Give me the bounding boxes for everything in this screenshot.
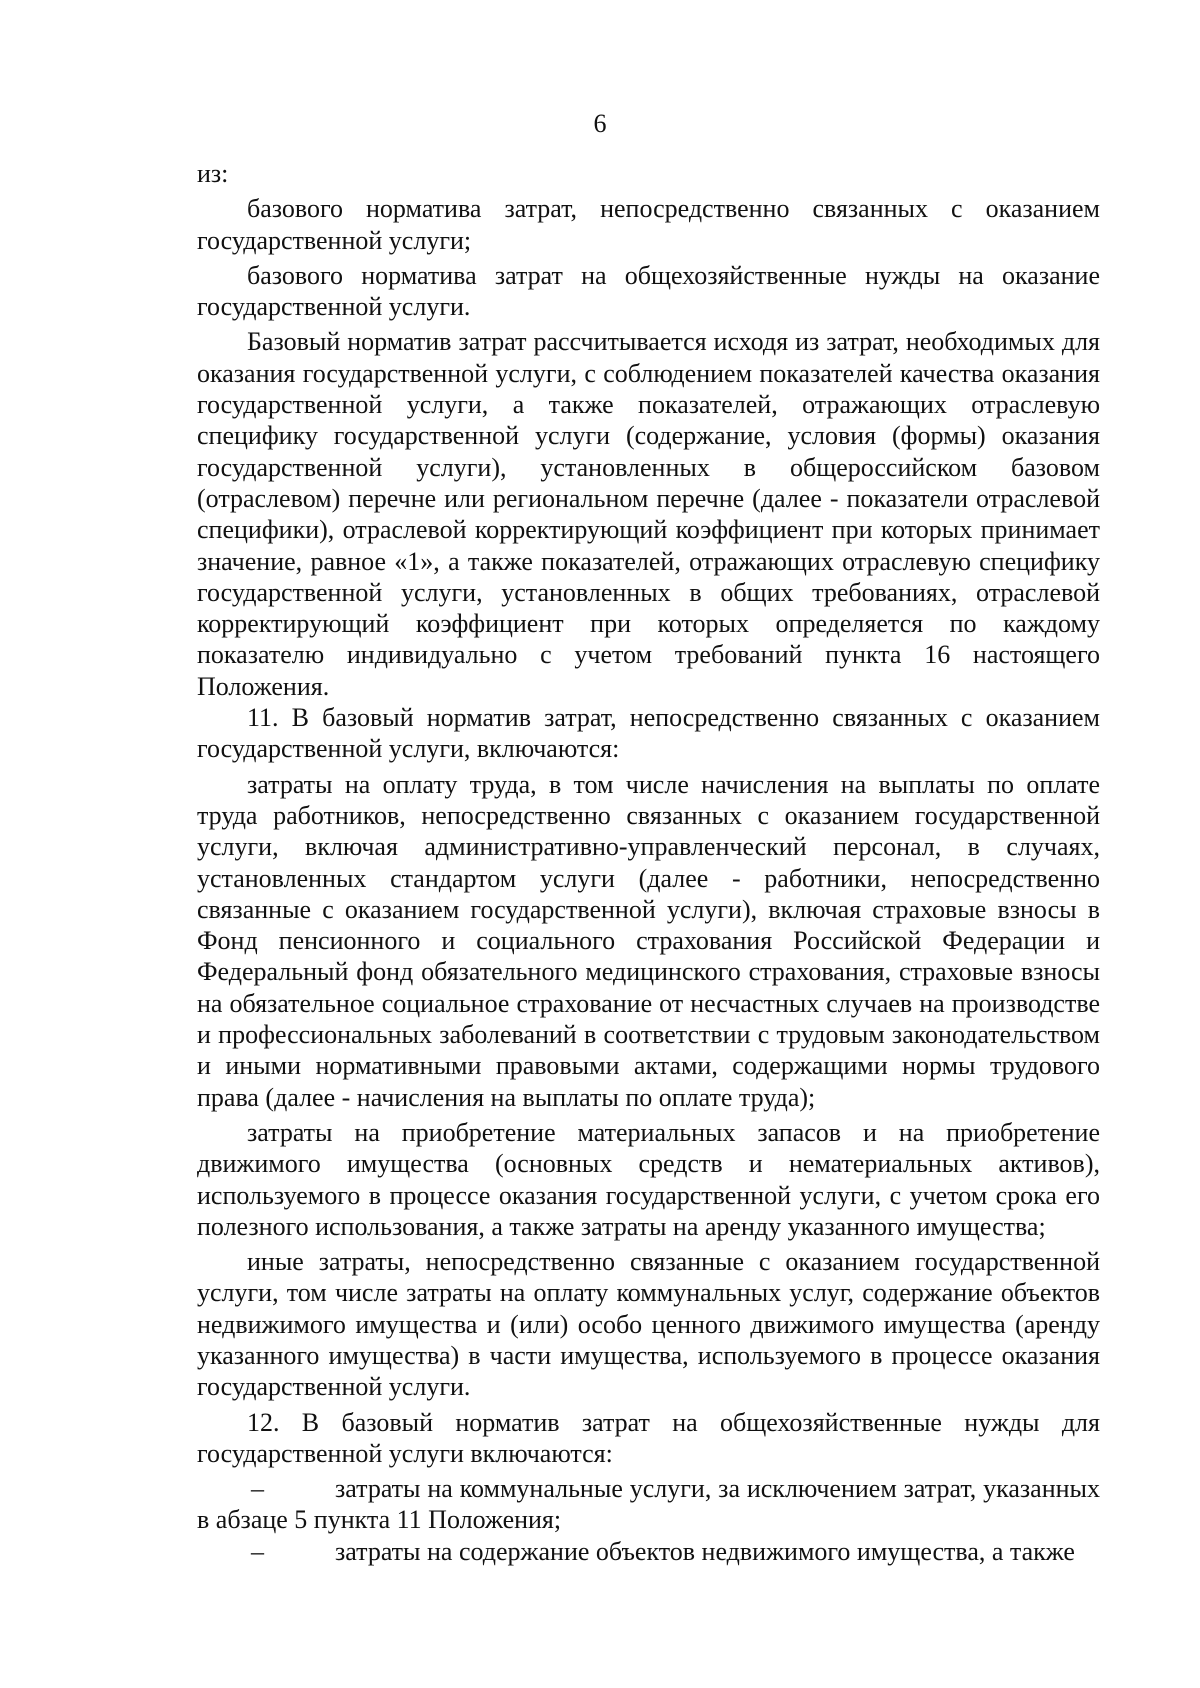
list-item [197, 1473, 1100, 1536]
dash-marker: – [251, 1474, 264, 1504]
document-body [197, 158, 1100, 1567]
paragraph-labor-costs: затраты на оплату труда, в том числе начисления на выплаты по оплате труда работников, непосредственно связанных с оказанием государственной услуги, включая административно-управленческий персонал, в случаях, установленных стандартом услуги (далее - работники, непосредственно связанные с оказанием государственной услуги), включая страховые взносы в Фонд пенсионного и социального страхования Российской Федерации и Федеральный фонд обязательного медицинского страхования, страховые взносы на обязательное социальное страхование от несчастных случаев на производстве и профессиональных заболеваний в соответствии с трудовым законодательством и иными нормативными правовыми актами, содержащими нормы трудового права (далее - начисления на выплаты по оплате труда); [197, 769, 1100, 1112]
list-item-text: затраты на содержание объектов недвижимого имущества, а также [335, 1536, 1075, 1566]
paragraph-section-11: 11. В базовый норматив затрат, непосредственно связанных с оказанием государственной услуги, включаются: [197, 703, 1100, 764]
paragraph-base-norm-calculation: Базовый норматив затрат рассчитывается исходя из затрат, необходимых для оказания государственной услуги, с соблюдением показателей качества оказания государственной услуги, а также показателей, отражающих отраслевую специфику государственной услуги (содержание, условия (формы) оказания государственной услуги), установленных в общероссийском базовом (отраслевом) перечне или региональном перечне (далее - показатели отраслевой специфики), отраслевой корректирующий коэффициент при которых принимает значение, равное «1», а также показателей, отражающих отраслевую специфику государственной услуги, установленных в общих требованиях, отраслевой корректирующий коэффициент при которых определяется по каждому показателю индивидуально с учетом требований пункта 16 настоящего Положения. [197, 327, 1100, 701]
list-item [197, 1536, 1100, 1567]
paragraph-general-costs-norm: базового норматива затрат на общехозяйственные нужды на оказание государственной услуги. [197, 260, 1100, 322]
paragraph-section-12: 12. В базовый норматив затрат на общехозяйственные нужды для государственной услуги включаются: [197, 1407, 1100, 1468]
list-item-text: затраты на коммунальные услуги, за исключением затрат, указанных в абзаце 5 пункта 11 Положения; [197, 1474, 1100, 1535]
dash-marker: – [251, 1536, 264, 1566]
paragraph-direct-costs-norm: базового норматива затрат, непосредственно связанных с оказанием государственной услуги; [197, 194, 1100, 255]
page-number: 6 [593, 109, 607, 138]
paragraph-material-costs: затраты на приобретение материальных запасов и на приобретение движимого имущества (основных средств и нематериальных активов), используемого в процессе оказания государственной услуги, с учетом срока его полезного использования, а также затраты на аренду указанного имущества; [197, 1117, 1100, 1241]
paragraph-other-costs: иные затраты, непосредственно связанные с оказанием государственной услуги, том числе затраты на оплату коммунальных услуг, содержание объектов недвижимого имущества и (или) особо ценного движимого имущества (аренду указанного имущества) в части имущества, используемого в процессе оказания государственной услуги. [197, 1247, 1100, 1402]
paragraph-continuation: из: [197, 159, 229, 188]
